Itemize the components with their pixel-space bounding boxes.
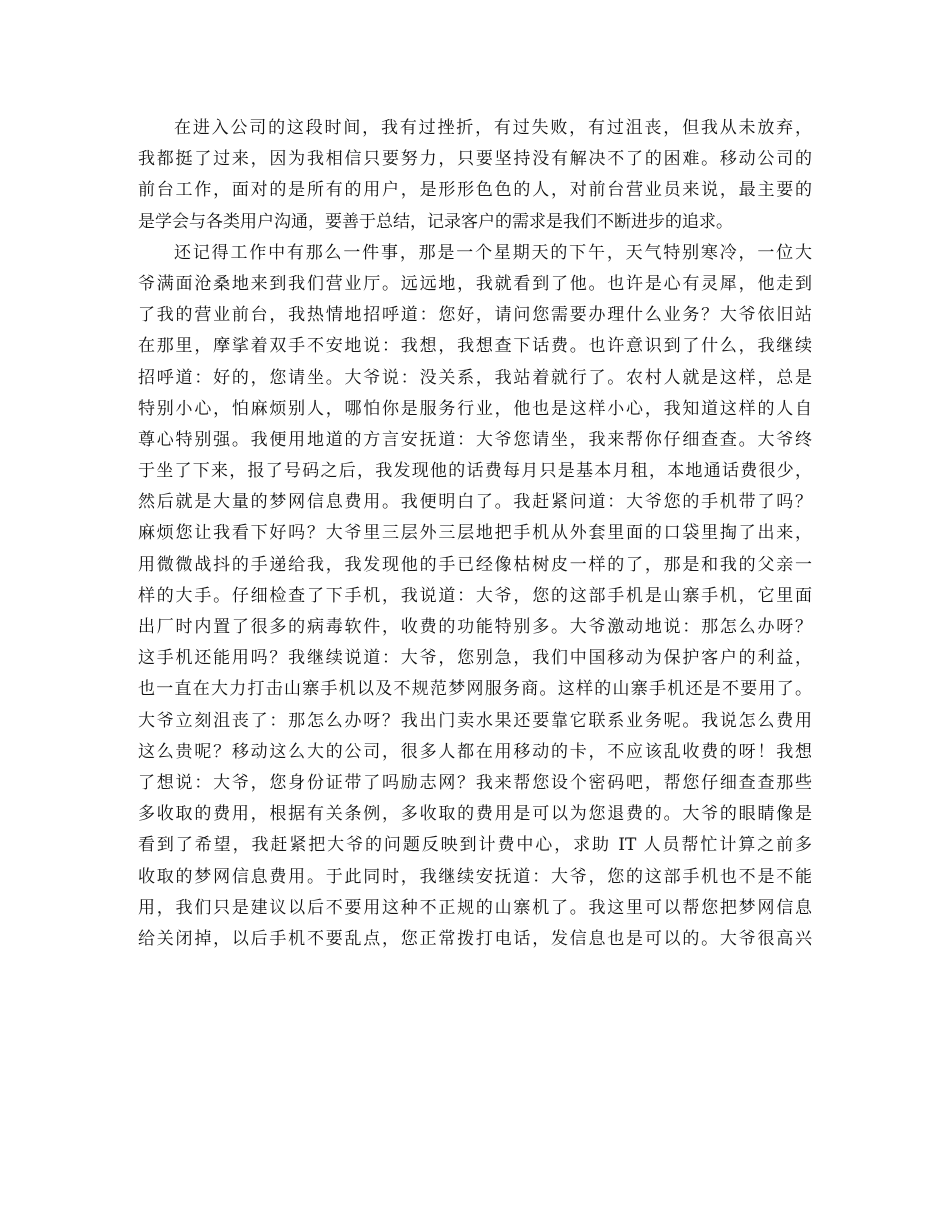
text-line: 了我的营业前台，我热情地招呼道：您好，请问您需要办理什么业务？大爷依旧站 bbox=[138, 305, 812, 326]
text-line: 这手机还能用吗？我继续说道：大爷，您别急，我们中国移动为保护客户的利益， bbox=[138, 648, 812, 669]
text-line: 是学会与各类用户沟通，要善于总结，记录客户的需求是我们不断进步的追求。 bbox=[138, 211, 733, 232]
text-line: 于坐了下来，报了号码之后，我发现他的话费每月只是基本月租，本地通话费很少， bbox=[138, 461, 812, 482]
text-line: 给关闭掉，以后手机不要乱点，您正常拨打电话，发信息也是可以的。大爷很高兴 bbox=[138, 928, 812, 949]
text-line: 这么贵呢？移动这么大的公司，很多人都在用移动的卡，不应该乱收费的呀！我想 bbox=[138, 741, 812, 762]
text-line: 多收取的费用，根据有关条例，多收取的费用是可以为您退费的。大爷的眼睛像是 bbox=[138, 804, 812, 825]
text-line: 我都挺了过来，因为我相信只要努力，只要坚持没有解决不了的困难。移动公司的 bbox=[138, 149, 812, 170]
text-line: 大爷立刻沮丧了：那怎么办呀？我出门卖水果还要靠它联系业务呢。我说怎么费用 bbox=[138, 710, 812, 731]
text-line: 收取的梦网信息费用。于此同时，我继续安抚道：大爷，您的这部手机也不是不能 bbox=[138, 866, 812, 887]
text-line: 特别小心，怕麻烦别人，哪怕你是服务行业，他也是这样小心，我知道这样的人自 bbox=[138, 398, 812, 419]
text-line: 用，我们只是建议以后不要用这种不正规的山寨机了。我这里可以帮您把梦网信息 bbox=[138, 897, 812, 918]
document-body bbox=[138, 113, 812, 955]
paragraph-1 bbox=[138, 113, 812, 238]
text-line: 了想说：大爷，您身份证带了吗励志网？我来帮您设个密码吧，帮您仔细查查那些 bbox=[138, 772, 812, 793]
text-line: 爷满面沧桑地来到我们营业厅。远远地，我就看到了他。也许是心有灵犀，他走到 bbox=[138, 273, 812, 294]
text-line: 麻烦您让我看下好吗？大爷里三层外三层地把手机从外套里面的口袋里掏了出来， bbox=[138, 523, 812, 544]
text-line: 用微微战抖的手递给我，我发现他的手已经像枯树皮一样的了，那是和我的父亲一 bbox=[138, 554, 812, 575]
text-line: 样的大手。仔细检查了下手机，我说道：大爷，您的这部手机是山寨手机，它里面 bbox=[138, 585, 812, 606]
text-line: 招呼道：好的，您请坐。大爷说：没关系，我站着就行了。农村人就是这样，总是 bbox=[138, 367, 812, 388]
text-line: 看到了希望，我赶紧把大爷的问题反映到计费中心，求助 IT 人员帮忙计算之前多 bbox=[138, 835, 812, 856]
text-line: 还记得工作中有那么一件事，那是一个星期天的下午，天气特别寒冷，一位大 bbox=[174, 242, 812, 263]
text-line: 也一直在大力打击山寨手机以及不规范梦网服务商。这样的山寨手机还是不要用了。 bbox=[138, 679, 812, 700]
text-line: 在那里，摩挲着双手不安地说：我想，我想查下话费。也许意识到了什么，我继续 bbox=[138, 336, 812, 357]
text-line: 出厂时内置了很多的病毒软件，收费的功能特别多。大爷激动地说：那怎么办呀？ bbox=[138, 617, 812, 637]
text-line: 尊心特别强。我便用地道的方言安抚道：大爷您请坐，我来帮你仔细查查。大爷终 bbox=[138, 429, 812, 450]
text-line: 然后就是大量的梦网信息费用。我便明白了。我赶紧问道：大爷您的手机带了吗？ bbox=[138, 492, 812, 513]
paragraph-2 bbox=[138, 238, 812, 955]
text-line: 在进入公司的这段时间，我有过挫折，有过失败，有过沮丧，但我从未放弃， bbox=[174, 118, 812, 138]
text-line: 前台工作，面对的是所有的用户，是形形色色的人，对前台营业员来说，最主要的 bbox=[138, 180, 812, 201]
